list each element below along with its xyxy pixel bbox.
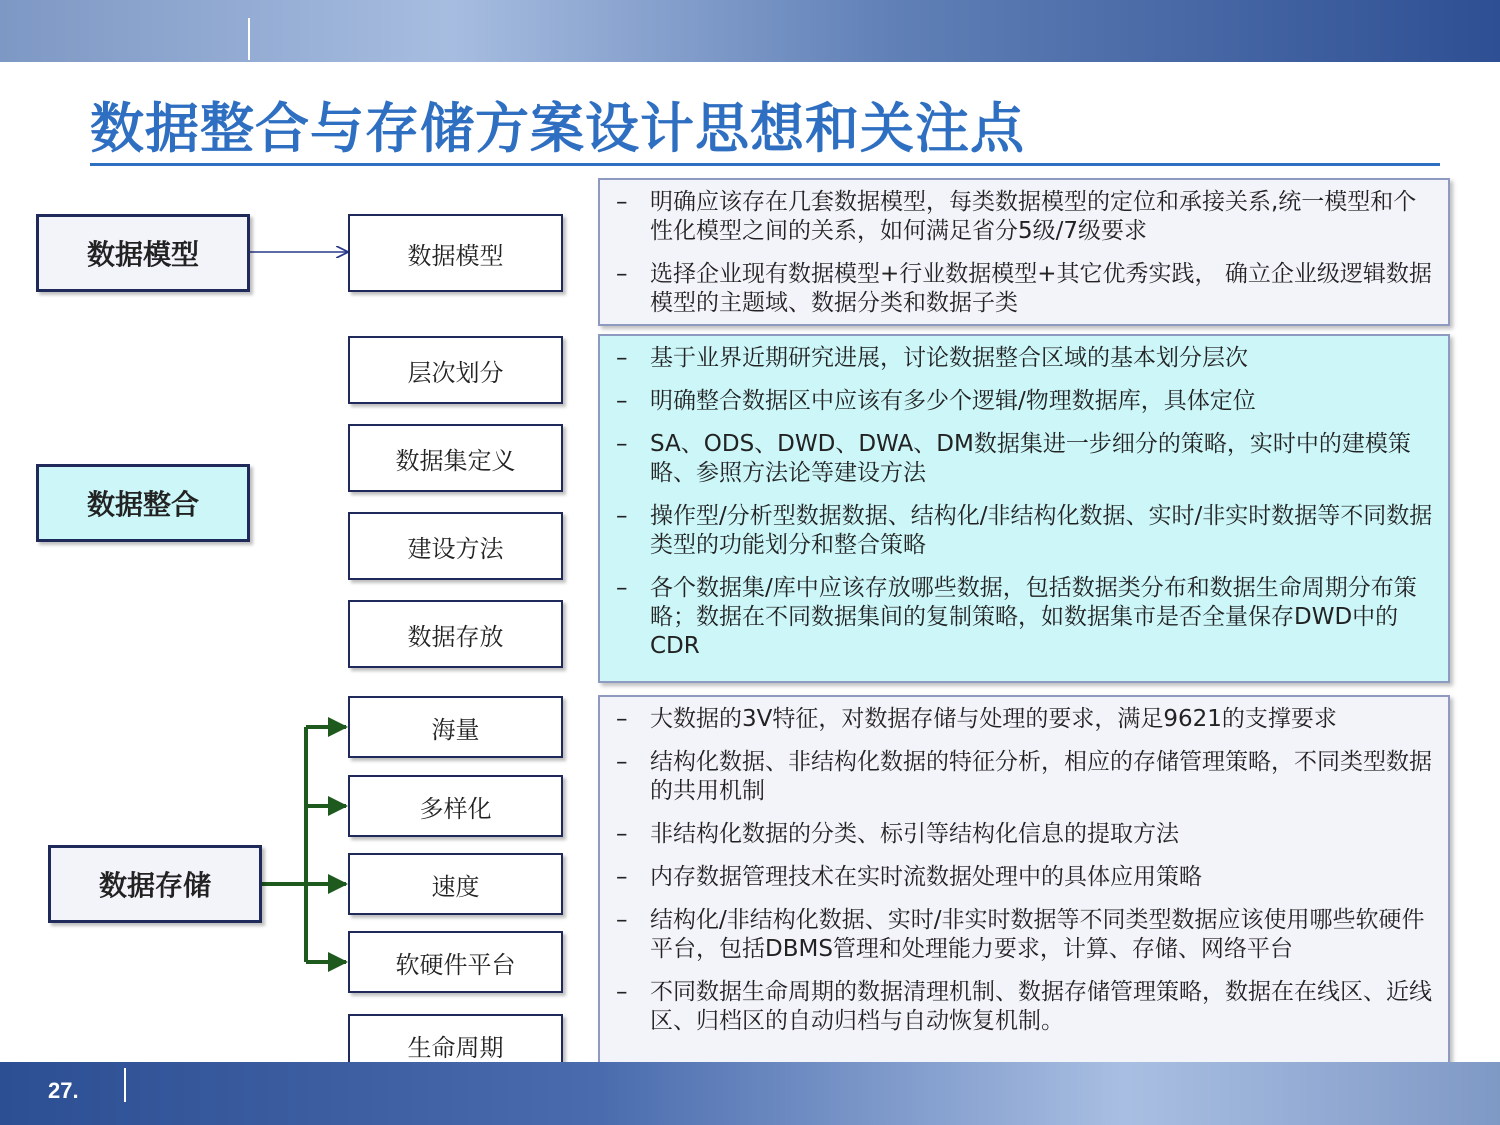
subitem-data-placement: 数据存放 — [348, 600, 563, 668]
point-item: – 结构化/非结构化数据、实时/非实时数据等不同类型数据应该使用哪些软硬件平台，包括DBMS管理和处理能力要求，计算、存储、网络平台 — [612, 906, 1436, 964]
page-number: 27. — [48, 1078, 79, 1103]
point-item: – 明确整合数据区中应该有多少个逻辑/物理数据库，具体定位 — [612, 387, 1436, 416]
subitem-velocity: 速度 — [348, 853, 563, 915]
top-divider-tick — [248, 18, 250, 60]
top-banner — [0, 0, 1500, 62]
point-item: – 大数据的3V特征，对数据存储与处理的要求，满足9621的支撑要求 — [612, 705, 1436, 734]
panel-data-storage — [598, 695, 1450, 1078]
category-data-storage: 数据存储 — [48, 845, 262, 923]
point-item: – 不同数据生命周期的数据清理机制、数据存储管理策略，数据在在线区、近线区、归档区的自动归档与自动恢复机制。 — [612, 978, 1436, 1036]
point-item: – 结构化数据、非结构化数据的特征分析，相应的存储管理策略，不同类型数据的共用机制 — [612, 748, 1436, 806]
panel-data-model — [598, 178, 1450, 326]
bottom-banner — [0, 1062, 1500, 1125]
title-underline — [90, 163, 1440, 166]
subitem-lifecycle: 生命周期 — [348, 1014, 563, 1076]
category-data-integration: 数据整合 — [36, 464, 250, 542]
subitem-build-method: 建设方法 — [348, 512, 563, 580]
category-data-model: 数据模型 — [36, 214, 250, 292]
point-item: – 非结构化数据的分类、标引等结构化信息的提取方法 — [612, 820, 1436, 849]
subitem-volume: 海量 — [348, 696, 563, 758]
slide-title: 数据整合与存储方案设计思想和关注点 — [90, 97, 1025, 160]
storage-arrows — [262, 727, 346, 962]
point-item: – 选择企业现有数据模型+行业数据模型+其它优秀实践， 确立企业级逻辑数据模型的主题域、数据分类和数据子类 — [612, 260, 1436, 318]
subitem-dataset-definition: 数据集定义 — [348, 424, 563, 492]
point-item: – 各个数据集/库中应该存放哪些数据，包括数据类分布和数据生命周期分布策略；数据在不同数据集间的复制策略，如数据集市是否全量保存DWD中的CDR — [612, 574, 1436, 661]
bottom-divider-tick — [124, 1068, 126, 1102]
point-item: – 明确应该存在几套数据模型，每类数据模型的定位和承接关系,统一模型和个性化模型之间的关系，如何满足省分5级/7级要求 — [612, 188, 1436, 246]
subitem-data-model: 数据模型 — [348, 214, 563, 292]
point-item: – SA、ODS、DWD、DWA、DM数据集进一步细分的策略，实时中的建模策略、参照方法论等建设方法 — [612, 430, 1436, 488]
panel-data-integration — [598, 334, 1450, 683]
point-item: – 操作型/分析型数据数据、结构化/非结构化数据、实时/非实时数据等不同数据类型的功能划分和整合策略 — [612, 502, 1436, 560]
point-item: – 内存数据管理技术在实时流数据处理中的具体应用策略 — [612, 863, 1436, 892]
point-item: – 基于业界近期研究进展，讨论数据整合区域的基本划分层次 — [612, 344, 1436, 373]
subitem-platform: 软硬件平台 — [348, 931, 563, 993]
subitem-layer-division: 层次划分 — [348, 336, 563, 404]
subitem-variety: 多样化 — [348, 775, 563, 837]
